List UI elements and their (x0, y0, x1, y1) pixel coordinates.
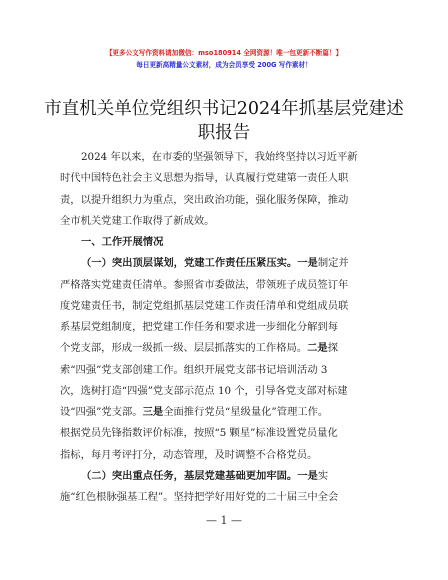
point-marker: 三是 (142, 406, 164, 418)
subsection-heading: （二）突出重点任务，基层党建基础更加牢固。 (81, 470, 298, 482)
paragraph-text: 个党支部，形成一级抓一级、层层抓落实的工作格局。 (60, 342, 308, 354)
paragraph-line (60, 466, 409, 487)
paragraph-line: 严格落实党建责任清单。参照省市委做法，带领班子成员签订年 (60, 279, 349, 291)
paragraph-line: 系基层党组制度，把党建工作任务和要求进一步细化分解到每 (60, 321, 339, 333)
paragraph-line: 2024 年以来，在市委的坚强领导下，我始终坚持以习近平新 (81, 151, 358, 163)
paragraph-line: 次，选树打造“四强”党支部示范点 10 个，引导各党支部对标建 (60, 385, 348, 397)
paragraph-text: 实 (317, 470, 329, 482)
subsection-heading: （一）突出顶层谋划，党建工作责任压紧压实。 (81, 257, 298, 269)
ad-banner-line-2: 每日更新高精量公文素材，成为会员享受 200G 写作素材！ (136, 61, 312, 69)
paragraph-line: 度党建责任书，制定党组抓基层党建工作责任清单和党组成员联 (60, 300, 349, 312)
paragraph-line: 全市机关党建工作取得了新成效。 (60, 215, 215, 227)
paragraph-line: 根据党员先锋指数评价标准，按照“5 颗星”标准设置党员量化 (60, 427, 338, 439)
paragraph-line (60, 402, 388, 423)
section-heading: 一、工作开展情况 (81, 236, 164, 248)
paragraph-line: 施“红色根脉强基工程”。坚持把学好用好党的二十届三中全会 (60, 491, 339, 503)
paragraph-text: 探 (327, 342, 339, 354)
paragraph-line: 时代中国特色社会主义思想为指导，认真履行党建第一责任人职 (60, 172, 349, 184)
paragraph-text: 制定并 (317, 257, 349, 269)
paragraph-text: 全面推行党员“星级量化”管理工作。 (163, 406, 329, 418)
paragraph-line (60, 338, 388, 359)
point-marker: 一是 (297, 470, 318, 482)
document-title-line-2: 职报告 (197, 123, 251, 143)
point-marker: 二是 (307, 342, 328, 354)
page-number: — 1 — (206, 514, 242, 527)
point-marker: 一是 (297, 257, 318, 269)
paragraph-line (60, 253, 409, 274)
ad-banner-line-1: 【更多公文写作资料请加微信：mso180914 全网资源！唯一包更新不断篇！】 (105, 49, 343, 57)
paragraph-line: 指标，每月考评打分，动态管理，及时调整不合格党员。 (60, 449, 318, 461)
paragraph-text: 设“四强”党支部。 (60, 406, 143, 418)
paragraph-line: 责，以提升组织力为重点，突出政治功能，强化服务保障，推动 (60, 194, 349, 206)
document-title-line-1: 市直机关单位党组织书记2024年抓基层党建述 (44, 99, 404, 119)
paragraph-line: 索“四强”党支部创建工作。组织开展党支部书记培训活动 3 (60, 364, 328, 376)
